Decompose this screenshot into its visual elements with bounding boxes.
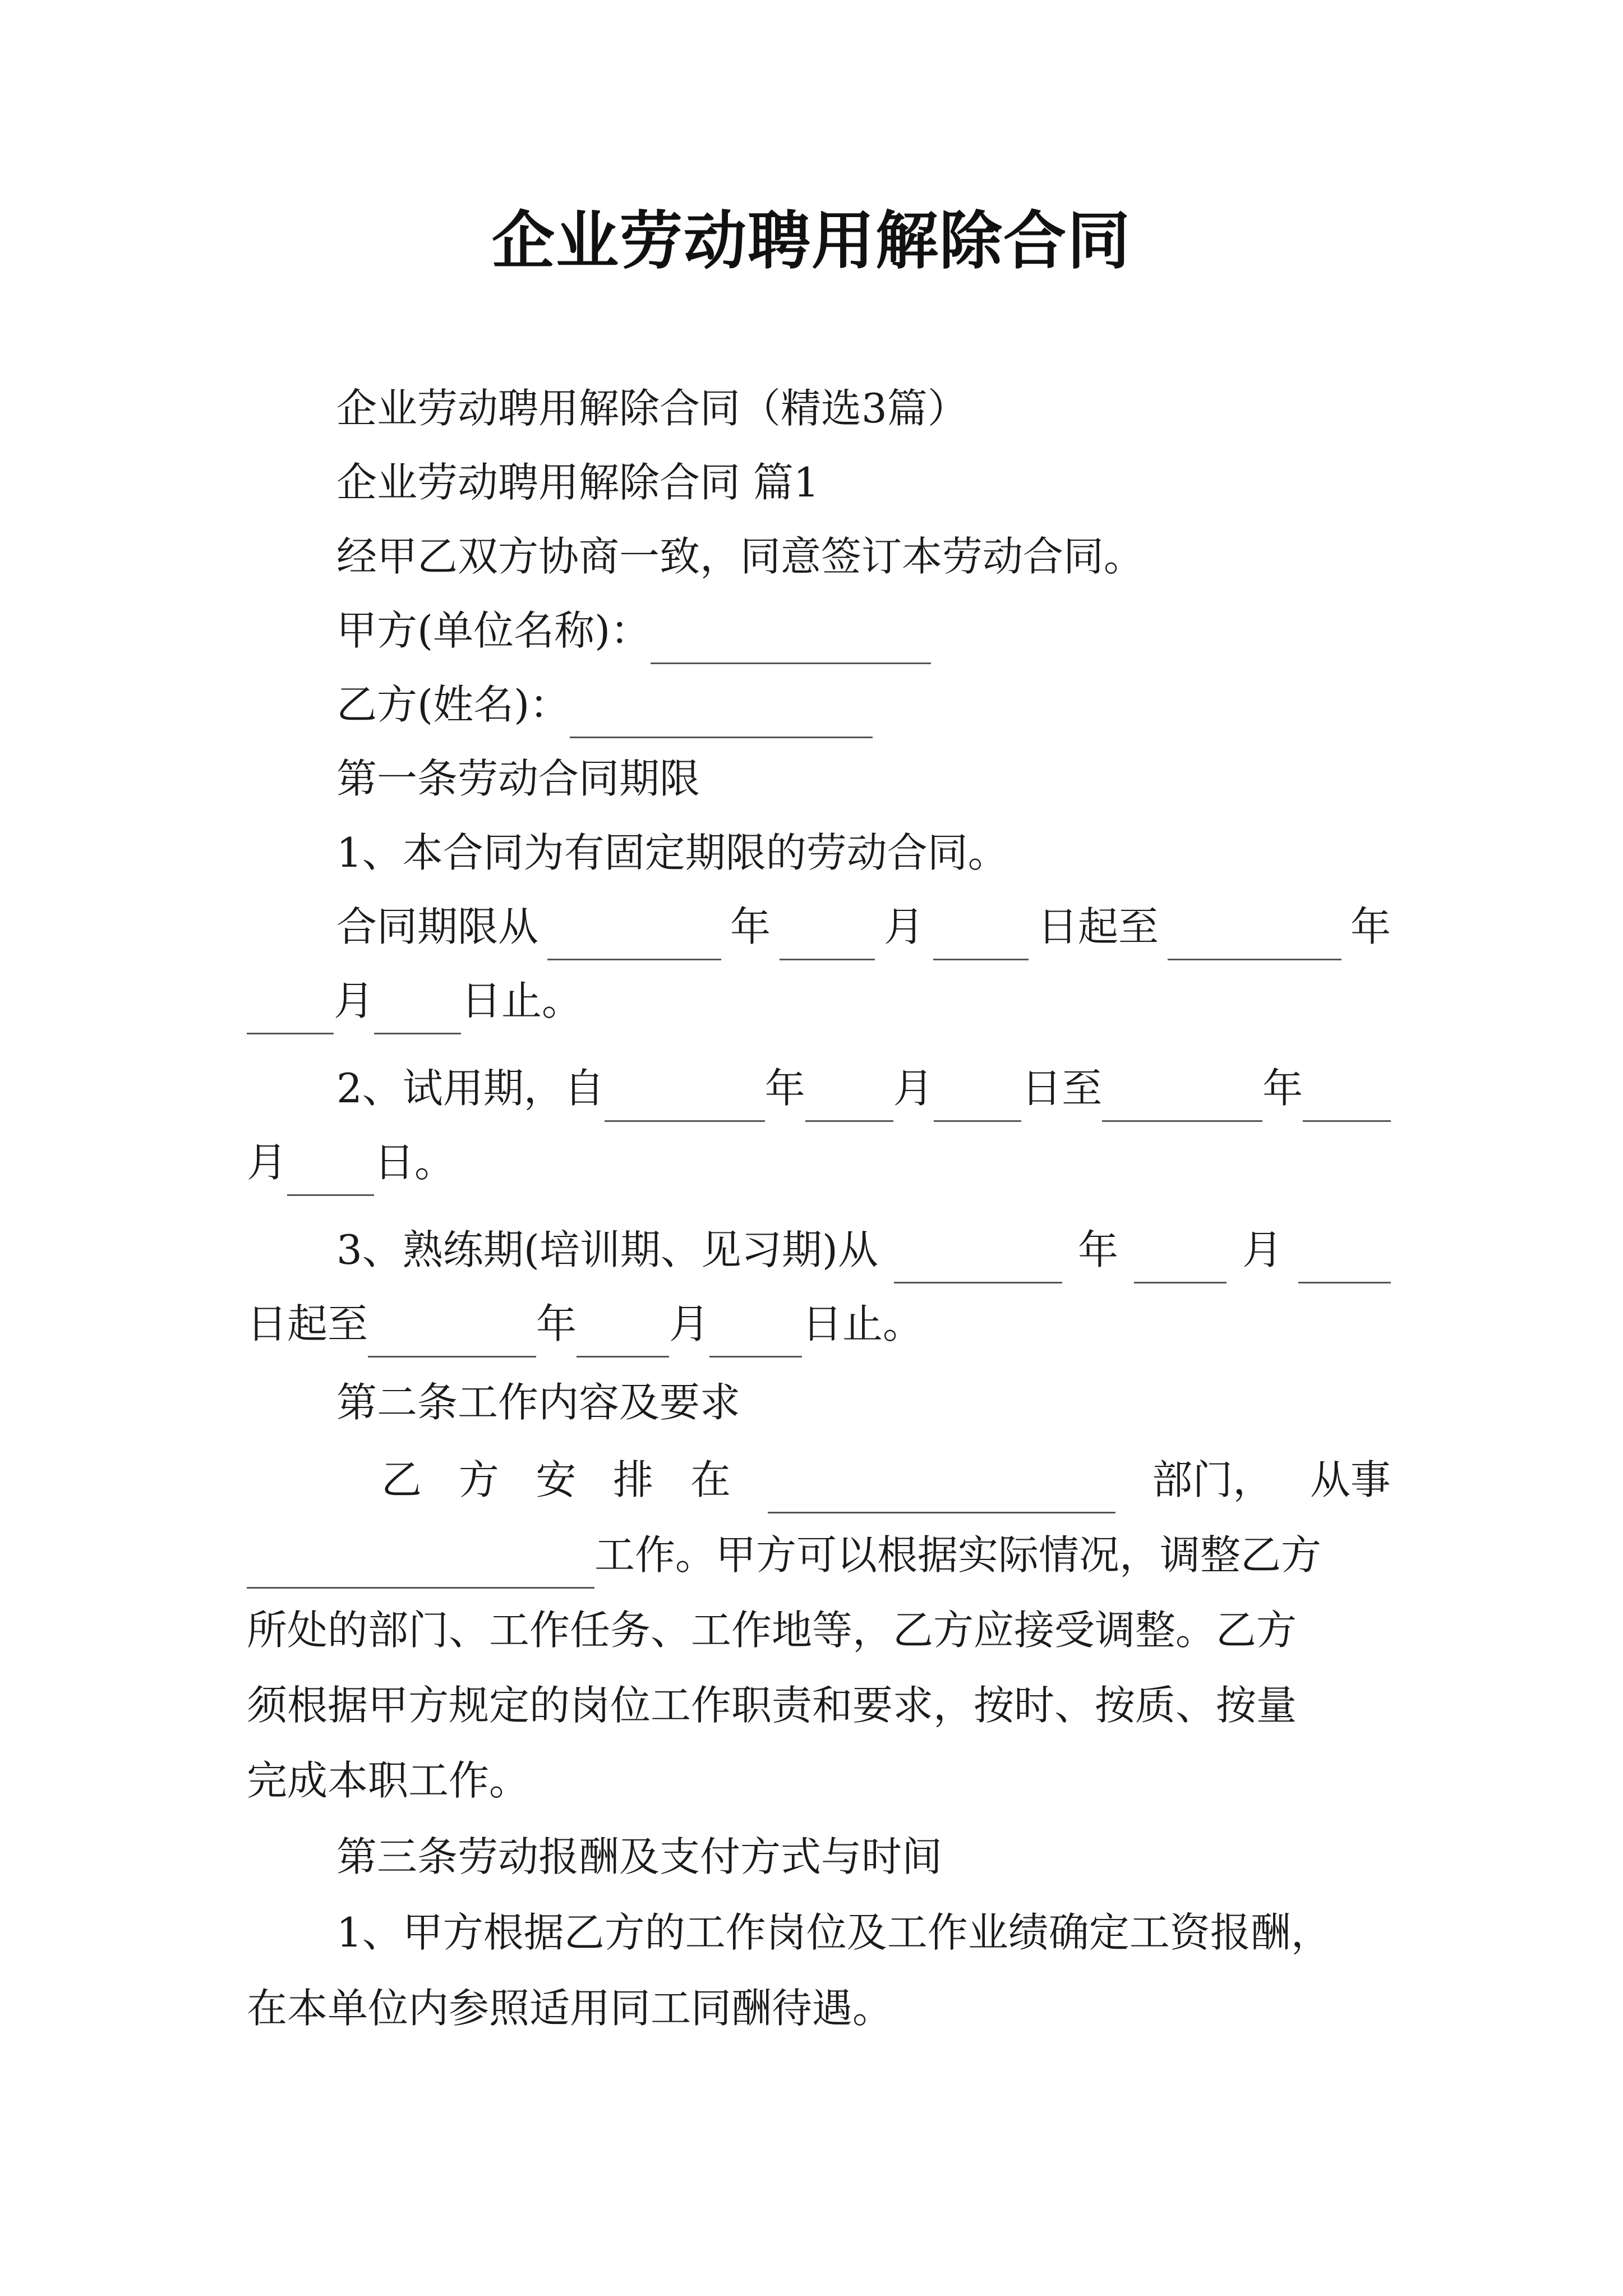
probation-month-label: 月 (893, 1065, 934, 1112)
party-a-line (336, 597, 1391, 664)
probation-end-label: 日。 (374, 1139, 455, 1186)
skilled-from-label: 3、熟练期(培训期、见习期)从 (336, 1226, 878, 1273)
term-year-label: 年 (730, 903, 771, 950)
skilled-end-year-label: 年 (536, 1300, 577, 1347)
term-start-until-label: 日起至 (1037, 903, 1159, 950)
article-2-heading: 第二条工作内容及要求 (336, 1379, 741, 1426)
skilled-start-day-blank[interactable] (1298, 1235, 1391, 1283)
article-2-line-3: 所处的部门、工作任务、工作地等，乙方应接受调整。乙方 (247, 1607, 1297, 1654)
term-end-day-blank[interactable] (374, 986, 461, 1034)
article-3-heading: 第三条劳动报酬及支付方式与时间 (336, 1833, 943, 1880)
term-from-label: 合同期限从 (336, 903, 539, 950)
article-2-line-4: 须根据甲方规定的岗位工作职责和要求，按时、按质、按量 (247, 1682, 1297, 1729)
article-1-heading: 第一条劳动合同期限 (336, 755, 700, 802)
article-2-line-1 (381, 1446, 1391, 1513)
term-end-year-blank[interactable] (1168, 912, 1341, 960)
probation-end-year-label: 年 (1262, 1065, 1303, 1112)
skilled-year-label: 年 (1077, 1226, 1118, 1273)
article-1-item-1: 1、本合同为有固定期限的劳动合同。 (336, 829, 1008, 876)
art2-char: 排 (613, 1456, 654, 1503)
term-month-label: 月 (883, 903, 924, 950)
skilled-period-line-2 (247, 1290, 1391, 1358)
term-end-month-blank[interactable] (247, 986, 334, 1034)
probation-from-label: 2、试用期，自 (336, 1065, 605, 1112)
article-2-line-2 (247, 1521, 1391, 1589)
skilled-end-label: 日止。 (802, 1300, 924, 1347)
article-3-line-1: 1、甲方根据乙方的工作岗位及工作业绩确定工资报酬， (336, 1909, 1331, 1956)
probation-end-year-blank[interactable] (1102, 1073, 1262, 1122)
department-label: 部门， (1152, 1456, 1274, 1503)
art2-char: 安 (536, 1456, 577, 1503)
probation-end-month-blank[interactable] (1303, 1073, 1391, 1122)
intro-paragraph: 经甲乙双方协商一致，同意签订本劳动合同。 (336, 533, 1145, 580)
job-blank[interactable] (247, 1540, 594, 1589)
party-a-blank[interactable] (651, 615, 931, 664)
party-a-label: 甲方(单位名称)： (336, 607, 651, 654)
term-end-month-label: 月 (334, 977, 375, 1024)
contract-term-line-1 (336, 893, 1391, 960)
party-b-label: 乙方(姓名)： (336, 681, 570, 728)
part-heading: 企业劳动聘用解除合同 篇1 (336, 459, 819, 506)
probation-day-to-label: 日至 (1021, 1065, 1103, 1112)
skilled-end-year-blank[interactable] (368, 1309, 536, 1358)
contract-term-line-2 (247, 967, 1391, 1034)
probation-end-month-label: 月 (247, 1139, 288, 1186)
term-start-month-blank[interactable] (780, 912, 875, 960)
article-3-line-2: 在本单位内参照适用同工同酬待遇。 (247, 1985, 893, 2032)
skilled-end-month-label: 月 (669, 1300, 710, 1347)
probation-start-year-blank[interactable] (605, 1073, 765, 1122)
document-subtitle: 企业劳动聘用解除合同（精选3篇） (336, 385, 968, 432)
party-b-blank[interactable] (570, 689, 873, 738)
probation-end-day-blank[interactable] (287, 1147, 374, 1196)
probation-line-1 (336, 1055, 1391, 1122)
skilled-period-line-1 (336, 1216, 1391, 1283)
probation-start-month-blank[interactable] (805, 1073, 893, 1122)
probation-start-day-blank[interactable] (934, 1073, 1022, 1122)
skilled-start-year-blank[interactable] (894, 1235, 1062, 1283)
skilled-end-day-blank[interactable] (709, 1309, 802, 1358)
art2-char: 在 (690, 1456, 731, 1503)
term-end-label: 日止。 (461, 977, 583, 1024)
art2-char: 乙 (381, 1456, 422, 1503)
article-2-line-2-text: 工作。甲方可以根据实际情况，调整乙方 (594, 1531, 1322, 1579)
skilled-end-month-blank[interactable] (577, 1309, 669, 1358)
department-blank[interactable] (768, 1465, 1115, 1513)
party-b-line (336, 671, 1391, 738)
document-title: 企业劳动聘用解除合同 (492, 204, 1131, 278)
skilled-start-month-blank[interactable] (1134, 1235, 1227, 1283)
article-2-line-5: 完成本职工作。 (247, 1757, 530, 1804)
skilled-month-label: 月 (1242, 1226, 1283, 1273)
term-end-year-label: 年 (1350, 903, 1391, 950)
engage-label: 从事 (1310, 1456, 1391, 1503)
term-start-year-blank[interactable] (547, 912, 721, 960)
skilled-start-until-label: 日起至 (247, 1300, 368, 1347)
art2-char: 方 (458, 1456, 499, 1503)
probation-year-label: 年 (764, 1065, 805, 1112)
term-start-day-blank[interactable] (933, 912, 1029, 960)
probation-line-2 (247, 1129, 1391, 1196)
